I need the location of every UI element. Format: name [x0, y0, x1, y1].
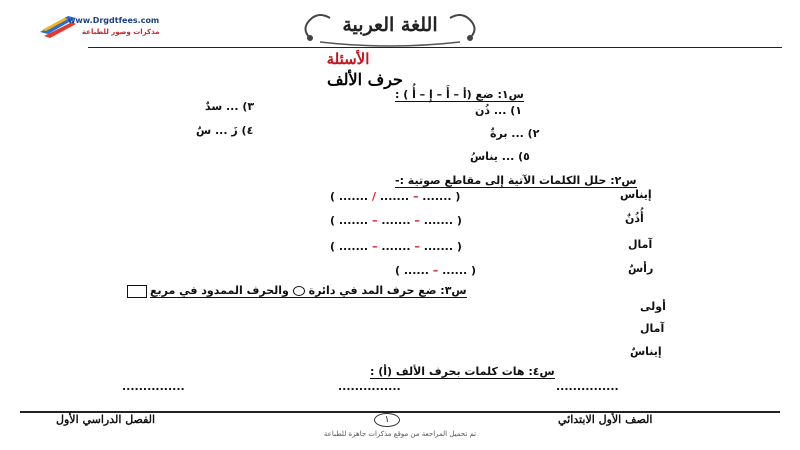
q2-blank-row-2: ( ....... – ....... – ....... ): [330, 214, 462, 227]
q2-word-2: أُذُنٌ: [625, 212, 644, 225]
q4-prompt: س٤: هات كلمات بحرف الألف (أ) :: [370, 365, 555, 378]
q2-word-1: إيناس: [620, 188, 652, 201]
header-divider: [88, 47, 782, 48]
questions-heading: الأسئلة: [326, 50, 370, 68]
q4-blank-3: ...............: [122, 380, 185, 393]
logo-swoosh-icon: [38, 10, 78, 40]
subject-title-banner: [290, 8, 490, 48]
q3-prompt: س۳: ضع حرف المد في دائرة والحرف الممدود في مربع: [150, 284, 467, 297]
subject-title: اللغة العربية: [342, 14, 438, 36]
q3-word-1: أولى: [640, 300, 666, 313]
circle-icon: [293, 286, 305, 296]
footer-term: الفصل الدراسي الأول: [56, 413, 156, 426]
q4-blank-1: ...............: [556, 380, 619, 393]
q1-item-1: ۱) ... ذُن: [475, 104, 522, 117]
logo-url: www.Drgdtfees.com: [68, 16, 160, 25]
q1-item-5: ٥) ... يناسُ: [470, 150, 530, 163]
q3-word-2: آمال: [640, 322, 665, 335]
q4-blank-2: ...............: [338, 380, 401, 393]
footer-note: تم تحميل المراجعة من موقع مذكرات جاهزة للطباعة: [323, 430, 477, 438]
footer-grade: الصف الأول الابتدائي: [558, 413, 653, 426]
q2-blank-row-3: ( ....... – ....... – ....... ): [330, 240, 462, 253]
square-icon: [127, 285, 147, 298]
q1-item-3: ۳) ... سدٌ: [205, 100, 255, 113]
lesson-heading: حرف الألف: [327, 70, 403, 89]
q2-prompt: س۲: حلل الكلمات الآتية إلى مقاطع صوتية :-: [395, 174, 637, 187]
q1-item-2: ۲) ... برةٌ: [490, 127, 540, 140]
q1-item-4: ٤) زَ ... سٌ: [196, 124, 254, 137]
q2-blank-row-4: ( ...... – ...... ): [395, 264, 477, 277]
logo-tagline: مذكرات وصور للطباعة: [82, 28, 160, 36]
page-number: ١: [374, 413, 400, 427]
site-logo: [38, 10, 188, 44]
q2-word-4: رأسٌ: [628, 262, 654, 275]
q2-word-3: آمال: [628, 238, 653, 251]
q1-prompt: س۱: ضع (أ – أَ – إِ – أُ ) :: [395, 88, 524, 101]
q3-word-3: إيناسٌ: [630, 345, 662, 358]
q2-blank-row-1: ( ....... / ....... – ....... ): [330, 190, 461, 203]
